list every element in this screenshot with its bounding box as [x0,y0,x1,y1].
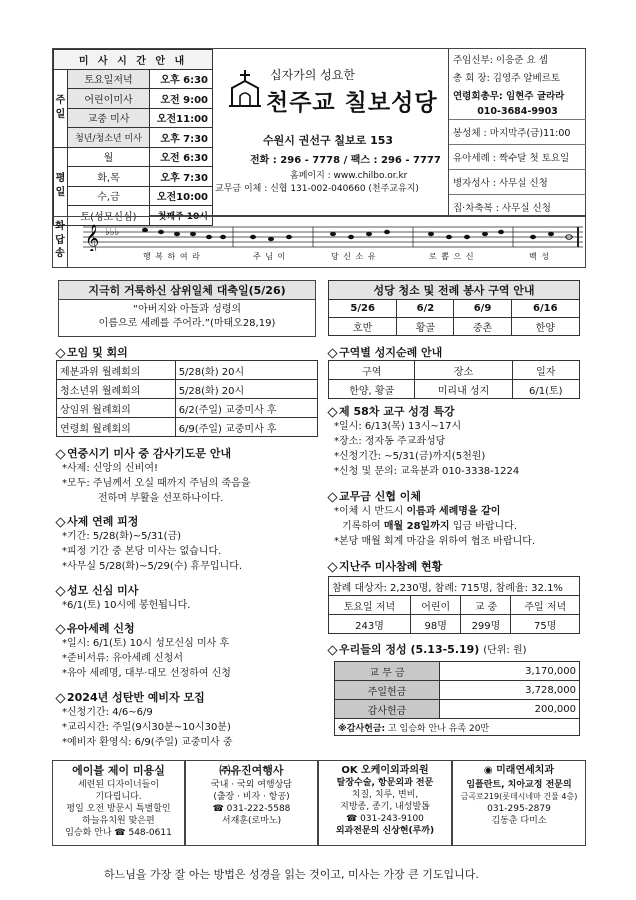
diamond-bullet-icon [55,624,65,634]
cleaning-date: 6/9 [454,300,511,318]
novena-title: 연중시기 미사 중 감사기도문 안내 [67,447,232,460]
infant-line: *일시: 6/1(토) 10시 성모신심 미사 후 [62,638,230,649]
ad-title: 에이블 제이 미용실 [72,764,165,777]
lyric-segment: 행 복 하 여 라 [143,252,201,261]
meeting-name: 연령회 월례회의 [57,418,176,437]
ad-line: 031-295-2879 [487,804,551,814]
retreat-title: 사제 연례 피정 [67,515,139,528]
advent-heading [56,689,205,705]
offering-amount: 200,000 [440,700,580,719]
mass-schedule-table [53,49,213,226]
novena-body [62,461,250,506]
offering-period: (5.13-5.19) [410,643,480,656]
ad-line: 외과전문의 신상현(루까) [335,826,435,836]
diamond-bullet-icon [327,348,337,358]
cleaning-area: 호반 [329,318,397,336]
advent-title: 2024년 성탄반 예비자 모집 [67,691,205,704]
mass-time: 오후 7:30 [150,167,213,187]
lyric-segment: 당 신 소 유 [331,252,377,261]
church-name: 천주교 칠보성당 [266,90,438,116]
offering-name: 감사헌금 [335,700,440,719]
feast-box [58,280,316,337]
admin-phone: 010-3684-9903 [449,104,586,120]
stats-value: 299명 [461,615,511,634]
mass-time: 오전11:00 [150,108,213,128]
advent-body [62,705,233,750]
stats-value: 243명 [329,615,411,634]
infant-body [62,636,231,681]
weekday-label: 평일 [54,147,68,225]
svg-text:𝄞: 𝄞 [85,224,100,251]
ad-title: 미래연세치과 [496,765,555,776]
mass-label: 수,금 [68,186,150,206]
mass-label: 청년/청소년 미사 [68,128,150,148]
president-line: 총 회 장: 김영주 알베르토 [453,73,561,84]
ad-line: (출장 · 비자 · 항공) [213,792,290,802]
ad-line: 탈장수술, 항문외과 전문 [336,778,434,788]
meeting-name: 제분과위 월례회의 [57,361,176,380]
meetings-table [56,360,318,437]
ad-line: 임플란트, 치아교정 전문의 [466,780,572,790]
offering-note-label: ※감사헌금: [338,723,386,734]
ad-line: 임승화 안나 ☎ 548-0611 [65,828,172,838]
offering-table [334,661,580,736]
cleaning-area: 황골 [397,318,454,336]
church-phone: 전화 : 296 - 7778 / 팩스 : 296 - 7777 [250,155,441,166]
novena-line: *사제: 신앙의 신비여! [62,463,159,474]
novena-line: 전하며 부활을 선포하나이다. [98,493,224,504]
offering-amount: 3,170,000 [440,662,580,681]
mass-label: 화,목 [68,167,150,187]
diamond-bullet-icon [55,517,65,527]
novena-heading [56,445,231,461]
pilgrimage-header: 장소 [415,361,512,380]
marian-heading [56,582,138,598]
mass-label: 토요일저녁 [68,69,150,89]
house-blessing-line: 집·차축복 : 사무실 신청 [453,203,551,214]
tithe-body [334,504,535,549]
ad-line: 치질, 치루, 변비, [351,790,419,800]
infant-line: *준비서류: 유아세례 신청서 [62,653,183,664]
meeting-time: 6/9(주일) 교중미사 후 [175,418,317,437]
ad-dental-clinic [452,760,586,846]
bible-line: *일시: 6/13(목) 13시~17시 [334,421,462,432]
ad-line: 기다립니다. [95,792,142,802]
stats-header: 어린이 [410,596,460,615]
bible-heading [328,403,455,419]
diamond-bullet-icon [55,586,65,596]
bible-line: *신청기간: ~5/31(금)까지(5천원) [334,451,486,462]
pilgrimage-table [328,360,580,399]
ad-beauty-salon [52,760,185,846]
church-homepage-link[interactable]: 홈페이지 : www.chilbo.or.kr [290,171,408,181]
svg-text:♭♭♭: ♭♭♭ [105,227,120,238]
church-logo-icon [228,68,262,108]
ad-title: OK 오케이외과의원 [341,765,429,776]
stats-header: 교 중 [461,596,511,615]
ad-line: 금곡로219(롯데시네마 건물 4층) [460,792,578,801]
tithe-title: 교무금 신협 이체 [339,490,422,503]
marian-title: 성모 신심 미사 [67,584,139,597]
ad-line: 지방종, 종기, 내성발톱 [340,802,430,812]
ad-line: 서재훈(로마노) [221,816,282,826]
advent-line: *예비자 환영식: 6/9(주일) 교중미사 중 [62,737,233,748]
advent-line: *신청기간: 4/6~6/9 [62,707,153,718]
retreat-line: *기간: 5/28(화)~5/31(금) [62,531,182,542]
music-staff-icon [83,221,583,251]
church-subtitle: 십자가의 성요한 [270,68,355,82]
cleaning-date: 6/16 [511,300,579,318]
diamond-bullet-icon [327,407,337,417]
infant-title: 유아세례 신청 [67,622,135,635]
tithe-text: 입금 바랍니다. [449,521,518,532]
pilgrimage-cell: 한양, 황골 [329,380,415,399]
cleaning-date: 6/2 [397,300,454,318]
ad-line: 하늘유치원 맞은편 [82,816,155,826]
novena-line: *모두: 주님께서 오실 때까지 주님의 죽음을 [62,478,251,489]
diamond-bullet-icon [55,348,65,358]
pilgrimage-cell: 6/1(토) [512,380,579,399]
offering-unit: (단위: 원) [483,645,527,656]
feast-title: 지극히 거룩하신 삼위일체 대축일(5/26) [59,281,315,300]
sunday-label: 주일 [54,69,68,147]
meetings-heading [56,344,128,360]
church-bank-account: 교무금 이체 : 신협 131-002-040660 (천주교유지) [215,184,419,194]
admin-line: 연령회총무: 임현주 글라라 [453,91,565,102]
ad-line: 국내 · 국외 여행상담 [211,780,292,790]
cleaning-date: 5/26 [329,300,397,318]
cleaning-area: 한양 [511,318,579,336]
mass-label: 토(성모신심) [68,206,150,226]
retreat-heading [56,513,138,529]
diamond-bullet-icon [327,562,337,572]
pilgrimage-header: 구역 [329,361,415,380]
bible-line: *장소: 정자동 주교좌성당 [334,436,446,447]
mass-time: 오후 6:30 [150,69,213,89]
tithe-line: *본당 매월 회계 마감을 위하여 협조 바랍니다. [334,536,536,547]
pastor-line: 주임신부: 이응준 요 셉 [453,55,548,66]
offering-heading [328,641,527,657]
retreat-line: *사무실 5/28(화)~5/29(수) 휴무입니다. [62,561,243,572]
bible-title: 제 58차 교구 성경 특강 [339,405,455,418]
pilgrimage-title: 구역별 성지순례 안내 [339,346,443,359]
stats-table [328,576,580,634]
diamond-bullet-icon [55,449,65,459]
lyric-segment: 주 님 이 [253,252,287,261]
feast-quote-line1: “아버지와 아들과 성령의 [132,304,242,315]
tithe-emphasis: 매월 28일까지 [383,521,450,532]
stats-heading [328,558,442,574]
ad-line: ☎ 031-222-5588 [212,804,291,814]
offering-name: 교 무 금 [335,662,440,681]
ad-travel-agency [185,760,318,846]
offering-name: 주일헌금 [335,681,440,700]
mass-time: 첫째주 10시 [150,206,213,226]
ad-title: ㈜유진여행사 [219,764,284,777]
meeting-time: 6/2(주일) 교중미사 후 [175,399,317,418]
advent-line: *교리시간: 주일(9시30분~10시30분) [62,722,231,733]
infant-line: *유아 세례명, 대부·대모 선정하여 신청 [62,668,231,679]
tithe-emphasis: 이름과 세례명을 같이 [406,506,501,517]
diamond-bullet-icon [55,693,65,703]
meetings-title: 모임 및 회의 [67,346,128,359]
responsorial-psalm [52,216,586,268]
footer-motto: 하느님을 가장 잘 아는 방법은 성경을 읽는 것이고, 미사는 가장 큰 기도입니다. [104,868,479,881]
offering-title: 우리들의 정성 [339,643,407,656]
cleaning-title: 성당 청소 및 전례 봉사 구역 안내 [329,281,580,300]
meeting-time: 5/28(화) 20시 [175,361,317,380]
cleaning-area: 중촌 [454,318,511,336]
stats-summary: 참례 대상자: 2,230명, 참례: 715명, 참례율: 32.1% [329,577,580,596]
bible-line: *신청 및 문의: 교육분과 010-3338-1224 [334,466,520,477]
stats-value: 75명 [511,615,580,634]
church-address: 수원시 권선구 칠보로 153 [263,134,394,147]
bible-body [334,419,519,479]
sick-communion-line: 봉성체 : 마지막주(금)11:00 [449,120,586,145]
marian-line: *6/1(토) 10시에 봉헌됩니다. [62,600,191,611]
pilgrimage-cell: 미리내 성지 [415,380,512,399]
lyric-segment: 백 성 [529,252,550,261]
retreat-body [62,529,242,574]
ad-surgery-clinic [318,760,452,846]
tithe-text: *이체 시 반드시 [334,506,407,517]
mass-time: 오전 9:00 [150,89,213,109]
staff-panel [448,49,586,216]
mass-time: 오전10:00 [150,186,213,206]
ad-line: ☎ 031-243-9100 [346,814,424,824]
chant-label: 화답송 [53,217,68,267]
anointing-line: 병자성사 : 사무실 신청 [449,170,586,195]
feast-quote-line2: 이름으로 세례를 주어라.”(마태오28,19) [98,318,276,329]
pilgrimage-heading [328,344,442,360]
tooth-logo-icon: ◉ [483,765,493,776]
meeting-time: 5/28(화) 20시 [175,380,317,399]
pilgrimage-header: 일자 [512,361,579,380]
cleaning-table [328,280,580,336]
lyric-segment: 로 뽑 으 신 [429,252,475,261]
mass-label: 월 [68,147,150,167]
mass-label: 교중 미사 [68,108,150,128]
infant-baptism-line: 유아세례 : 짝수달 첫 토요일 [449,145,586,170]
diamond-bullet-icon [327,492,337,502]
offering-amount: 3,728,000 [440,681,580,700]
advertisements [52,760,586,846]
mass-title: 미 사 시 간 안 내 [54,50,213,70]
ad-line: 평일 오전 방문시 특별할인 [66,804,171,814]
infant-baptism-heading [56,620,135,636]
mass-time: 오후 7:30 [150,128,213,148]
tithe-heading [328,488,421,504]
ad-line: 세련된 디자이너들이 [77,780,160,790]
stats-value: 98명 [410,615,460,634]
ad-line: 김동춘 다미소 [491,816,547,826]
stats-title: 지난주 미사참례 현황 [339,560,443,573]
stats-header: 주일 저녁 [511,596,580,615]
stats-header: 토요일 저녁 [329,596,411,615]
meeting-name: 청소년위 월례회의 [57,380,176,399]
diamond-bullet-icon [327,645,337,655]
offering-note: 고 임승화 안나 유족 20만 [385,723,490,734]
retreat-line: *피정 기간 중 본당 미사는 없습니다. [62,546,222,557]
mass-label: 어린이미사 [68,89,150,109]
meeting-name: 상임위 월례회의 [57,399,176,418]
tithe-text: 기록하여 [342,521,384,532]
mass-time: 오전 6:30 [150,147,213,167]
